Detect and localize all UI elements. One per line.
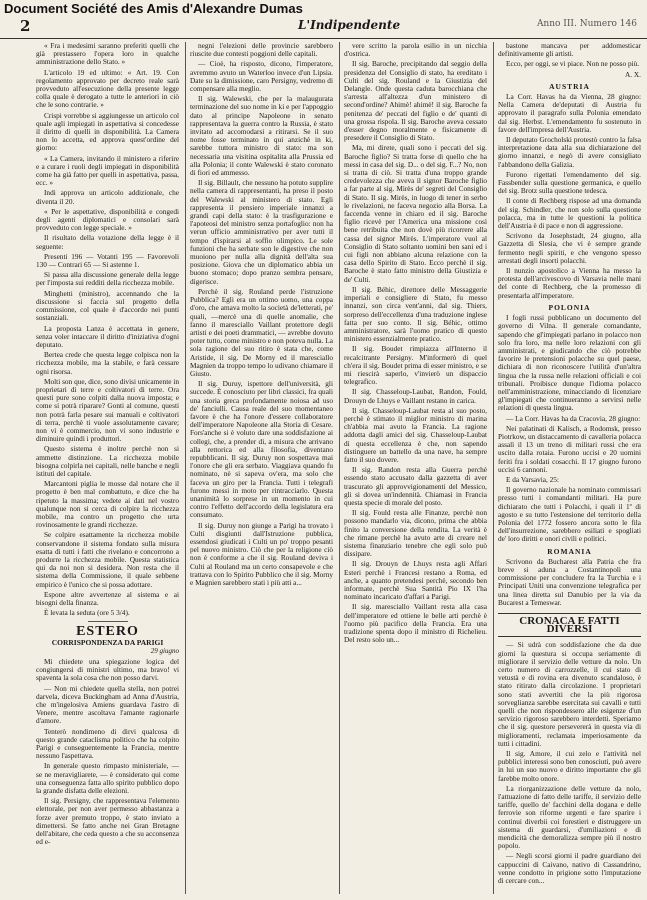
paragraph: Il sig. Billault, che nessuno ha potuto supplire nella camera di rappresentanti, ha preso il posto del Walewski al ministero di stato. Egli rappresenta il pensiero imperiale innanzi a grandi capi della stato: è la trasfigurazione e l'apoteosi del ministro senza portafoglio: non ha verun ufficio amministrativo per aver tutti il tempo d'ispirarsi al soffio olimpico. Le sole funzioni che ha serbate son le digestive che non muoiono per nulla alla dignità dell'alta sua posizione. Giova che un diplomatico abbia un buono stomaco; dopo pranzo sembra pensare, digerisce. [190,178,333,286]
paragraph: Il risultato della votazione della legge è il seguente: [36,233,179,251]
paragraph: Il sig. Drouyn de Lhuys resta agli Affari Esteri perchè i Francesi restano a Roma, ed anche, a quanto pretendesi perchè, secondo ben informate, perchè Sua Santità Pio IX l'ha nominato incaricato d'affari a Parigi. [344,559,487,602]
paragraph: Nei palatinati di Kalisch, a Rodomsk, presso Piotrkow, un distaccamento di cavalleria polacca assalì il 13 un treno di militari russi che era uscito dalla rotaia. Furono uccisi e 20 uomini feriti fra i soldati cosacchi. Il 17 giugno furono uccisi 6 cannoni. [498,423,641,474]
paragraph: Il sig. Chasseloup-Laubat, Randon, Fould, Drouyn de Lhuys e Vaillant restano in carica. [344,387,487,405]
paragraph: Il sig. Baroche, precipitando dal seggio della presidenza del Consiglio di stato, ha ereditato i Culti del sig. Rouland e la Giustizia del Delangle. Onde questa caduta barocchiana che s'arresta all'altezza d'un ministero di second'ordine? Ahimè! ahimè! il sig. Baroche fa penitenza de' peccati del figlio e de' quanti di una grossa rispola. Il sig. Baroche aveva cessato d'esser degno moralmente e fisicamente di presedere il Consiglio di Stato. [344,59,487,143]
paragraph: Indi approva un articolo addizionale, che diventa il 20. [36,188,179,206]
section-heading-romania: ROMANIA [547,546,592,556]
paragraph: Il conte di Rechberg rispose ad una domanda del sig. Schindler, che non solo sulla questione polacca, ma in tutte le questioni la politica dell'Austria è di pace e non di aggressione. [498,196,641,231]
column-rule [339,42,340,894]
watermark-text: Document Société des Amis d'Alexandre Dumas [4,1,303,16]
parliament-report [36,42,179,617]
paragraph: Il sig. Duruy non giunge a Parigi ha trovato i Culti disgiunti dall'Istruzione pubblica, essendosi giudicati i Culti un po' troppo pesanti pel nuovo ministro. Ciò che per la religione ciò non è conforme a che il sig. Rouland deviva i Culti al Rouland ma un certo consapevole e che trattava con lo Spirito Pubblico che il sig. Morny e Magnien sarebbero stati i più atti a... [190,520,333,587]
paragraph: — Non mi chiedete quella stella, non potrei darvela, diceva Buckingham ad Anna d'Austria, che m'ingelosiva Amiens guardava l'astro di Venere, mentre ascoltava l'amante ragionarle d'amore. [36,683,179,726]
paragraph: Mi chiedete una spiegazione logica del congiungersi di ministri ultimo, ma bravo! vi spaventa la sola cosa che non posso darvi. [36,657,179,683]
paragraph: Presenti 196 — Votanti 195 — Favorevoli 130 — Contrari 65 — Si astenne 1. [36,251,179,270]
paragraph: Questo sistema è inoltre perchè non si ammette distinzione. La ricchezza mobile bisogna colpirla nei capitali, nelle banche e negli istituti del capitale. [36,444,179,478]
paragraph: Il sig. Randon resta alla Guerra perchè essendo stato accusato dalla gazzetta di aver trascurato gli approvvigionamenti del Messico, gli si dovea un'indennità. Chiamasi in Francia questa specie di morale del posto. [344,465,487,507]
section-heading-polonia: POLONIA [548,302,591,312]
paragraph: Scrivono da Josephstadt, 24 giugno, alla Gazzetta di Slesia, che vi è sempre grande fermento negli spiriti, e che vengono spesso arrestati degli insorti polacchi. [498,231,641,265]
paragraph: Il governo nazionale ha nominato commissari presso tutti i comandanti militari. Ha pure dichiarato che tutti i Polacchi, i quali il 1º di agosto e su tutto l'estensione del territorio della Polonia del 1772 fossero ancora sotto le fila dell'insurrezione, sarebbero esiliati e spogliati de' loro diritti e onori civili e politici. [498,485,641,544]
paragraph: Il sig. Duruy, ispettore dell'università, gli succede. È conosciuto per libri classici, fra quali una storia greca profondamente noiosa ad uso de' fanciulli. Causa reale del suo momentaneo favore è che ha l'onore d'essere collaboratore dell'imperatore Napoleone alla Storia di Cesare. Fors'anche si è voluto dare una soddisfazione ai collegi, che, a prender di, a misura che arrivano alla rettorica ed alla filosofia, diventano repubblicani. Il sig. Duruy non sospettava mai l'onore che gli era serbato. Viaggiava quando fu nominato, nè si sapeva ov'era, ma solo che faceva un giro per la Francia. Tutti i telegrafi furono messi in moto per rintracciarlo. Questa unanimità lo sorprese in un momento in cui contro l'effetto dell'accordo della legislatura era consumato. [190,379,333,520]
paragraph: negni l'elezioni delle provincie sarebbero riuscite due contesti poggioni delle capitali. [190,42,333,59]
column-rule [185,42,186,894]
paragraph: Ma, mi direte, quali sono i peccati del sig. Baroche figlio? Si tratta forse di quello che ha messi in casa del sig. D... o del sig. F...? No, non si tratta di ciò. Si tratta d'una troppo grande credevolezza che aveva il signor Baroche figlio a far parte al sig. Mirès de' segreti del Consiglio di Stato. Il sig. Mirès, in luogo di tener in serbo le rivelazioni, ne faceva negozio alla Borsa. La faccenda venne in chiaro ed il sig. Baroche figlio ricevè per l'America una missione così bene retribuita che non dovè più ricorrere alla cassa del signor Mirès. L'imperatore vuol al Consiglio di Stato soltanto uomini ben sani ed i cui figli non abbiano alcuna relazione con la casa dello Spirito di Stato. Ecco perchè il sig. Baroche è stato fatto ministro della Giustizia e de' Culti. [344,143,487,284]
paragraph: I fogli russi pubblicano un documento del governo di Vilna. Il generale comandante, sapendo che gl'impiegati parlano in polacco non solo fra loro, ma nelle loro relazioni con gli amministrati, e giudicando che ciò potrebbe favorire le pretensioni polacche su quel paese, dichiara di non riconoscere l'utilità d'un'altra lingua che la russa nelle relazioni officiali e coi tribunali. Proibisce dunque l'idioma polacco nell'amministrazione, minacciando di licenziare gl'impiegati che continueranno a servirsi nelle relazioni di questa lingua. [498,313,641,413]
paragraph: Il sig. Walewski, che per la malaugurata terminazione del suo nome in ki e per l'appoggio dato al principe Napoleone in senato rappresentava la guerra contro la Russia, è stato invitato ad accomodarsi a ritirarsi. Se il suo nome fosse terminato in qui anzichè in ki, sarebbe tuttora ministro di stato: ma son necessaria una visitina ospitalita alla Prussia ed alla Polonia; il conte Walewski è stato coronato di fiori ed ammesso. [190,94,333,178]
paper-name: L'Indipendente [298,18,401,32]
section-heading-estero: ESTERO [76,624,139,640]
paragraph: Molti son que, dice, sono divisi unicamente in proprietari di terre e coltivatori di terre. Ora questi pure sono colpiti dalla nuova imposta; e come si potrà riparare? Gonti al comune, questi non potrà farla pesare sui manuali e coltivatori di terra, perchè ti vuole assolutamente cavare; non vi è commercio, non vi sono industrie e diminuire quindi i produttori. [36,376,179,444]
paragraph: Ecco, per oggi, se vi piace. Non ne posso più. [506,59,640,69]
column-3 [344,42,487,894]
paragraph: Il sig. Chasseloup-Laubat resta al suo posto, perchè è stimato il miglior ministro di marina ch'abbia mai avuto la Francia. La ragione addotta dagli amici del sig. Chasseloup-Laubat di questa eccellenza è che, non sapendo distinguere un battello da una nave, ha sempre fatto il suo dovere. [344,405,487,464]
correspondence-heading: CORRISPONDENZA DA PARIGI [51,637,164,647]
issue-info: Anno III. Numero 146 [536,19,637,29]
paragraph: Il sig. maresciallo Vaillant resta alla casa dell'imperatore ed ottiene le belle arti perchè è l'uomo più pacifico della Francia. Era una tradizione spenta dopo il ministro di Richelieu. Del resto solo un... [344,602,487,645]
paragraph: L'articolo 19 ed ultimo: « Art. 19. Con regolamento approvato per decreto reale sarà provveduto all'esecuzione della presente legge colla quale è derogato a tutte le anteriori in ciò che le sono contrarie. » [36,67,179,110]
column-2 [190,42,333,894]
page-number: 2 [20,17,31,35]
paragraph: « Per le aspettative, disponibilità e congedi degli agenti diplomatici e consolari sarà provveduto con legge speciale. » [36,206,179,233]
section-heading-cronaca: CRONACA E FATTI DIVERSI [498,613,641,637]
column-1 [36,42,179,894]
paragraph: In generale questo rimpasto ministeriale, — se ne meravigliarete, — è considerato qui come una conseguenza fatta allo spirito pubblico dopo la grande disfatta delle elezioni. [36,761,179,796]
paragraph: Il sig. Boudet rimpiazza all'Interno il recalcitrante Persigny. M'informerò di quel ch'era il sig. Boudet prima di esser ministro, e se mi riescirà saperlo, v'invierò un dispaccio telegrafico. [344,344,487,387]
paragraph: Il sig. Persigny, che rappresentava l'elemento elettorale, per non aver permesso abbastanza a forze aver premuto troppo, è stato inviato a dimettersi. Se fatto anche nei Gran Bretagne dell'abitare, che ceda questo a che su acconsenza ed e- [36,796,179,847]
paragraph: Il sig. Fould resta alle Finanze, perchè non possono mandarlo via, dicono, prima che abbia finito la conversione della rendita. La verità è che rimane perchè ha avuto arte di creare nel sistema finanziario tenebre che egli solo può dissipare. [344,508,487,559]
masthead [0,14,647,39]
section-heading-austria: AUSTRIA [549,81,590,91]
column-rule [493,42,494,894]
paragraph: Il sig. Béhic, direttore delle Messaggerie imperiali e consigliere di Stato, fu messo innanzi, son circa vent'anni, dal sig. Thiers, sorpreso dell'eccellenza d'una traduzione inglese fatta per suo conto. Il sig. Béhic, ottimo amministratore, sarà l'uomo pratico di questo ministero essenzialmente pratico. [344,284,487,344]
paragraph: La Corr. Havas ha da Vienna, 28 giugno: Nella Camera de'deputati di Austria fu approvato il paragrafo sulla Polonia emendato dal sig. Herbst. L'emendamento fu sostenuto in favore dell'impresa dell'Austria. [498,92,641,134]
paragraph: È levata la seduta (ore 5 3/4). [44,608,130,618]
paragraph: Marcantoni piglia le mosse dal notare che il progetto è ben mal combattuto, e dice che ha ripetuto la massima; vedete ai dati nel vostro qualunque non si cerca di colpire la ricchezza mobile, ma contro un progetto che urta rovinosamente le grandi ricchezze. [36,479,179,530]
paragraph: Il deputato Grocholski protestò contro la falsa interpretazione data alla sua dichiarazione del giorno innanzi, e negò di avere consigliato l'abbandono della Galizia. [498,135,641,169]
paragraph: — Si udrà con soddisfazione che da due giorni la questura si occupa seriamente di migliorare il servizio delle vetture da nolo. Un certo numero di carrozzelle, il cui stato di vetustà e di rovina era divenuto scandaloso, è stato ritirato dalla circolazione. I proprietari sono stati avvertiti che la più rigorosa sorveglianza sarebbe esercitata sui cavalli e tutti quelli che non rispondessero alle esigenze d'un servizio rigoroso sarebbero interdetti. Speriamo che il sig. questore persevererà in questa via di miglioramenti, reclamata imperiosamente da tutti i cittadini. [498,640,641,748]
paragraph: vere scritto la parola esilio in un nicchia d'ostrica. [344,42,487,59]
paragraph: Se colpire esattamente la ricchezza mobile conservandone il sistema fondato sulla misura esatta di tutti i fatti che rivelano e concorrono a produrre la ricchezza mobile. Questa statistica qui da noi non si desidera. Non resta che il sistema della Commissione, il quale sebbene empirico è l'unico che si possa adottare. [36,530,179,589]
column-4 [498,42,641,894]
paragraph: E da Varsavia, 25: [506,474,559,484]
paragraph: Il nunzio apostolico a Vienna ha messo la protesta dell'arcivescovo di Varsavia nelle mani del conte di Rechberg, che la promesso di presentarla all'imperatore. [498,266,641,300]
paragraph: Furono rigettati l'emendamento del sig. Fassbender sulla questione germanica, e quello del sig. Brotz sulla questione tedesca. [498,169,641,196]
paragraph: « Fra i medesimi saranno preferiti quelli che già prestassero l'opera loro in qualche amministrazione dello Stato. » [36,42,179,67]
paragraph: Scrivono da Bucharest alla Patria che fra breve si aduna a Costantinopoli una commissione per concludere fra la Turchia e i Principati Uniti una convenzione telegrafica per una linea diretta sul Danubio per la via da Bucarest a Temeswar. [498,556,641,607]
paragraph: Il sig. Amore, il cui zelo e l'attività nel pubblici interessi sono ben conosciuti, può avere in lui un suo nuovo e diritto importante che gli farebbe molto onore. [498,749,641,783]
paragraph: — La Corr. Havas ha da Cracovia, 28 giugno: [506,413,641,423]
paragraph: « La Camera, invitando il ministero a riferire e a curare i ruoli degli impiegati in disponibilità come ha già fatto per quelli in aspettativa, passa, ecc. » [36,153,179,188]
paragraph: Minghetti (ministro), accennando che la discussione si faccia sul progetto della commissione, col quale è d'accordo nei punti sostanziali. [36,288,179,323]
paragraph: La proposta Lanza è accettata in genere, senza voler intaccare il diritto d'iniziativa d'ogni deputato. [36,323,179,349]
paragraph: bastone mancava per addomesticar definitivamente gli artisti. [498,42,641,59]
paragraph: Espone altre avvertenze al sistema e ai bisogni della finanza. [36,589,179,607]
signature: A. X. [624,69,641,79]
paragraph: Bertea crede che questa legge colpisca non la ricchezza mobile, ma la stabile, e farà cessare ogni risorsa. [36,350,179,376]
paragraph: Tenterò nondimeno di dirvi qualcosa di questo grande cataclisma politico che ha colpito Parigi e conseguentemente la Francia, mentre nessuno l'aspettava. [36,726,179,761]
paragraph: Si passa alla discussione generale della legge per l'imposta sui redditi della ricchezza mobile. [36,270,179,288]
paragraph: — Negli scorsi giorni il padre guardiano dei cappuccini di Caivano, nativo di Cassandrino, venne condotto in prigione sotto l'imputazione di cercare con... [498,851,641,886]
paragraph: Crispi vorrebbe si aggiungesse un articolo col quale agli impiegati in aspettativa si concedesse il diritto di quelli in disponibilità. La Camera non lo accetta, ed approva quest'ordine del giorno: [36,110,179,153]
paragraph: Perchè il sig. Rouland perde l'istruzione Pubblica? Egli era un ottimo uomo, una coppa d'oro, che amava molto la società de'letterati, pe' quali, —mercè una di quelle anomalie, che fanno il maresciallo Vaillant protettore degli artisti e dei poeti drammatici, — avrebbe dovuto poter tutto, come ministro e non poteva nulla. La sola ragione del suo ritiro è stata che, come Aristide, il sig. De Morny ed il maresciallo Magnien da troppo tempo lo udivano chiamare il Giusto. [190,286,333,378]
divider [88,621,128,622]
dateline: 29 giugno [150,646,179,655]
paragraph: — Cioè, ha risposto, dicono, l'imperatore, avremmo avuto un Waterloo invece d'un Lipsia. Date su la dimissione, caro Persigny, vedremo di compensare alla meglio. [190,59,333,94]
paragraph: La riorganizzazione delle vetture da nolo, l'attuazione di fatto delle tariffe, il servizio delle tariffe, quello de' facchini della dogana e delle ferrovie son riforme urgenti e fare sparire i continui diverbii coi forestieri e distruggere un sistema di guardarsi, d'umiliazioni e di mendicità che demoralizza sempre più il nostro popolo. [498,783,641,851]
